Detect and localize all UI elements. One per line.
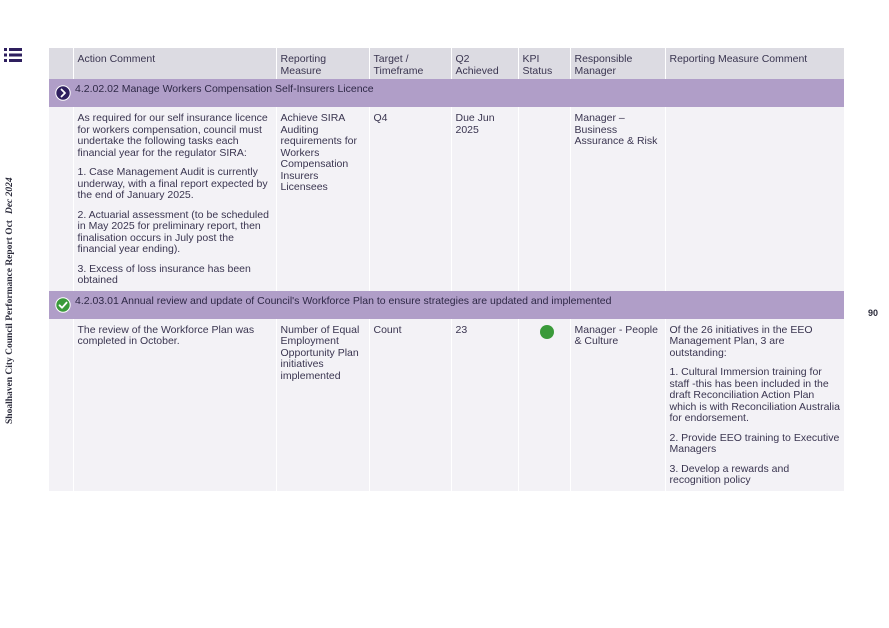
- action-title-row: [49, 291, 844, 319]
- measure-comment-cell: [665, 107, 844, 291]
- kpi-table: [49, 48, 844, 491]
- header-q2-achieved: Q2 Achieved: [451, 48, 518, 79]
- kpi-status-cell: [518, 319, 570, 491]
- target-cell: Count: [369, 319, 451, 491]
- action-comment-text: 1. Case Management Audit is currently underway, with a final report expected by the end of January 2025.: [77, 166, 268, 201]
- header-kpi-status: KPI Status: [518, 48, 570, 79]
- table-row: [49, 107, 844, 291]
- header-blank: [49, 48, 73, 79]
- check-circle-icon[interactable]: [55, 297, 71, 313]
- q2-achieved-cell: 23: [451, 319, 518, 491]
- measure-comment-text: Of the 26 initiatives in the EEO Management Plan, 3 are outstanding:: [669, 323, 813, 359]
- header-measure-comment: Reporting Measure Comment: [665, 48, 844, 79]
- page-number: 90: [868, 308, 879, 318]
- action-comment-cell: [73, 107, 276, 291]
- action-comment-text: The review of the Workforce Plan was completed in October.: [77, 323, 255, 347]
- row-spacer: [49, 107, 73, 291]
- measure-comment-cell: [665, 319, 844, 491]
- measure-comment-text: 1. Cultural Immersion training for staff -this has been included in the draft Reconciliation Action Plan which is with Reconciliation Australia for endorsement.: [669, 366, 840, 424]
- report-title: [2, 164, 18, 424]
- table-header-row: [49, 48, 844, 79]
- reporting-measure-cell: Number of Equal Employment Opportunity Plan initiatives implemented: [276, 319, 369, 491]
- header-target: Target / Timeframe: [369, 48, 451, 79]
- responsible-manager-cell: Manager - People & Culture: [570, 319, 665, 491]
- measure-comment-text: 2. Provide EEO training to Executive Managers: [669, 431, 840, 455]
- reporting-measure-cell: Achieve SIRA Auditing requirements for Workers Compensation Insurers Licensees: [276, 107, 369, 291]
- kpi-status-cell: [518, 107, 570, 291]
- row-spacer: [49, 319, 73, 491]
- action-comment-cell: [73, 319, 276, 491]
- target-cell: Q4: [369, 107, 451, 291]
- report-title-main: Shoalhaven City Council Performance Report Oct: [5, 220, 15, 424]
- action-comment-text: As required for our self insurance licence for workers compensation, council must undertake the following tasks each financial year for the regulator SIRA:: [77, 112, 268, 159]
- chevron-right-icon[interactable]: [55, 85, 71, 101]
- action-title: 4.2.03.01 Annual review and update of Council's Workforce Plan to ensure strategies are updated and implemented: [75, 294, 612, 307]
- table-row: [49, 319, 844, 491]
- action-title: 4.2.02.02 Manage Workers Compensation Self-Insurers Licence: [75, 83, 374, 95]
- action-comment-text: 2. Actuarial assessment (to be scheduled in May 2025 for preliminary report, then finalisation occurs in July post the financial year ending).: [77, 208, 269, 255]
- header-responsible-manager: Responsible Manager: [570, 48, 665, 79]
- menu-icon[interactable]: [4, 47, 22, 63]
- action-title-row: [49, 79, 844, 107]
- header-action-comment: Action Comment: [73, 48, 276, 79]
- q2-achieved-cell: Due Jun 2025: [451, 107, 518, 291]
- kpi-status-green-icon: [540, 325, 554, 339]
- header-reporting-measure: Reporting Measure: [276, 48, 369, 79]
- action-comment-text: 3. Excess of loss insurance has been obtained: [77, 262, 251, 286]
- report-title-period: Dec 2024: [5, 177, 15, 215]
- measure-comment-text: 3. Develop a rewards and recognition policy: [669, 462, 790, 486]
- responsible-manager-cell: Manager – Business Assurance & Risk: [570, 107, 665, 291]
